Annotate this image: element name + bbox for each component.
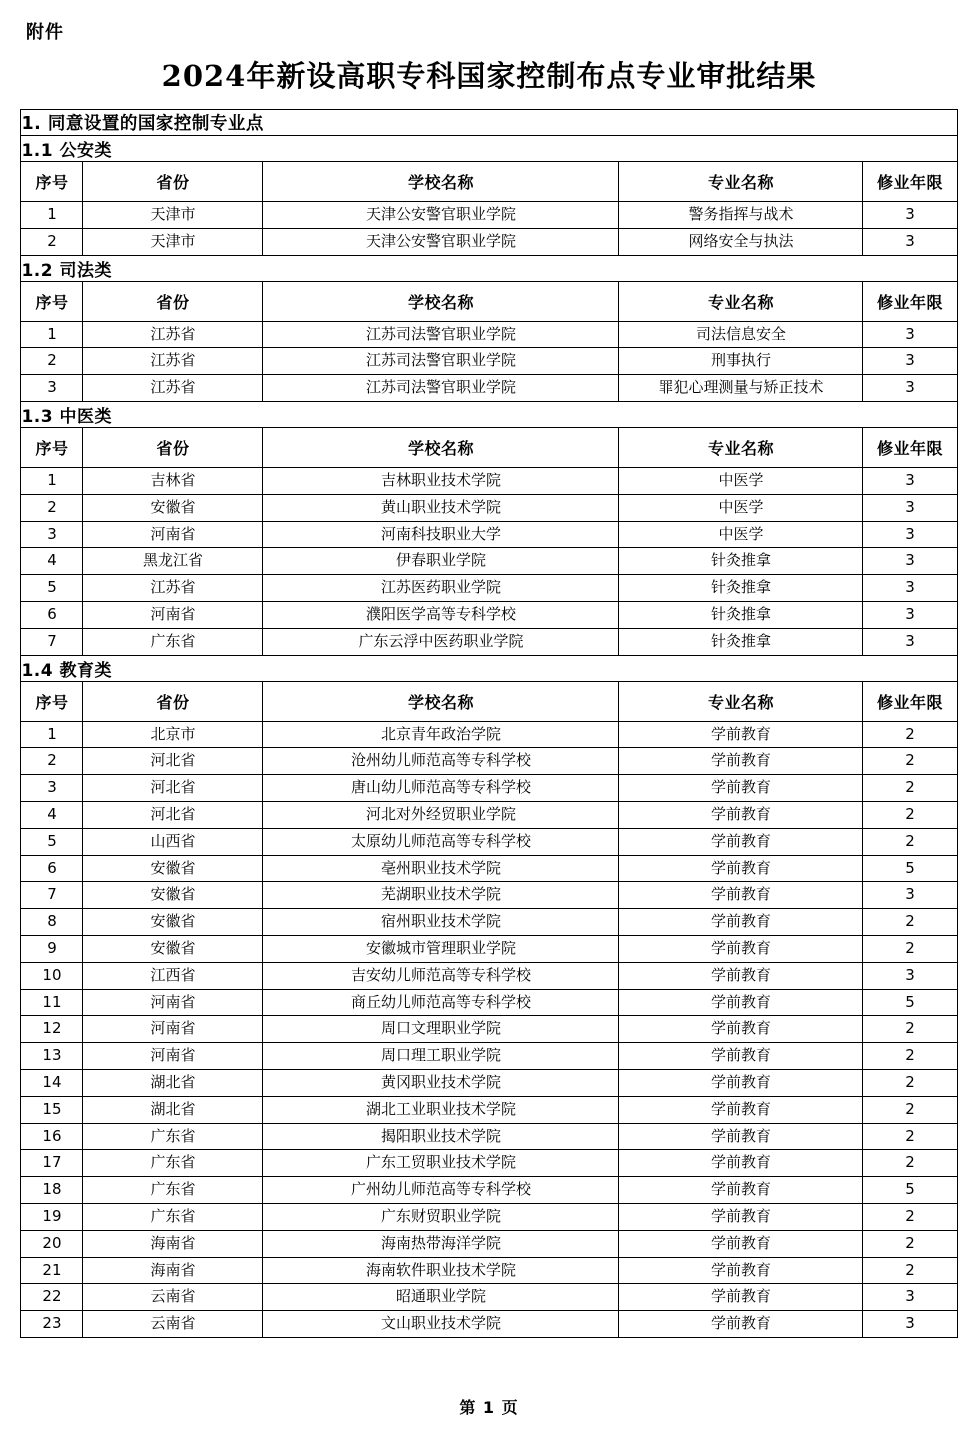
column-header-no: 序号 xyxy=(21,681,83,721)
cell-no: 18 xyxy=(21,1177,83,1204)
cell-no: 11 xyxy=(21,989,83,1016)
cell-school: 周口理工职业学院 xyxy=(263,1043,619,1070)
cell-no: 2 xyxy=(21,348,83,375)
table-row xyxy=(21,321,957,348)
attachment-label: 附件 xyxy=(26,22,64,43)
section-heading-row xyxy=(21,110,957,136)
cell-years: 3 xyxy=(863,321,957,348)
cell-years: 2 xyxy=(863,1069,957,1096)
cell-major: 学前教育 xyxy=(619,775,863,802)
column-header-major: 专业名称 xyxy=(619,162,863,202)
table-row xyxy=(21,1311,957,1338)
cell-school: 江苏医药职业学院 xyxy=(263,575,619,602)
cell-major: 学前教育 xyxy=(619,1016,863,1043)
cell-school: 海南软件职业技术学院 xyxy=(263,1257,619,1284)
cell-major: 学前教育 xyxy=(619,1177,863,1204)
cell-school: 广东财贸职业学院 xyxy=(263,1203,619,1230)
cell-no: 3 xyxy=(21,521,83,548)
cell-province: 海南省 xyxy=(83,1257,263,1284)
cell-no: 1 xyxy=(21,721,83,748)
cell-major: 罪犯心理测量与矫正技术 xyxy=(619,375,863,402)
cell-school: 广东工贸职业技术学院 xyxy=(263,1150,619,1177)
table-row xyxy=(21,1150,957,1177)
table-row xyxy=(21,989,957,1016)
cell-no: 14 xyxy=(21,1069,83,1096)
cell-no: 6 xyxy=(21,601,83,628)
table-row xyxy=(21,375,957,402)
column-header-province: 省份 xyxy=(83,281,263,321)
cell-province: 云南省 xyxy=(83,1284,263,1311)
cell-province: 广东省 xyxy=(83,628,263,655)
cell-years: 3 xyxy=(863,1311,957,1338)
cell-years: 3 xyxy=(863,628,957,655)
cell-major: 学前教育 xyxy=(619,1230,863,1257)
table-row xyxy=(21,1123,957,1150)
table-row xyxy=(21,1096,957,1123)
cell-school: 宿州职业技术学院 xyxy=(263,909,619,936)
cell-major: 学前教育 xyxy=(619,1150,863,1177)
cell-no: 13 xyxy=(21,1043,83,1070)
cell-no: 9 xyxy=(21,935,83,962)
cell-province: 河北省 xyxy=(83,775,263,802)
cell-no: 3 xyxy=(21,775,83,802)
table-body xyxy=(21,110,957,1338)
cell-school: 河南科技职业大学 xyxy=(263,521,619,548)
cell-years: 3 xyxy=(863,348,957,375)
cell-years: 3 xyxy=(863,601,957,628)
subsection-heading: 1.4 教育类 xyxy=(21,655,957,681)
cell-no: 7 xyxy=(21,882,83,909)
cell-years: 5 xyxy=(863,855,957,882)
table-row xyxy=(21,1284,957,1311)
cell-no: 22 xyxy=(21,1284,83,1311)
cell-major: 针灸推拿 xyxy=(619,575,863,602)
cell-province: 安徽省 xyxy=(83,909,263,936)
column-header-row xyxy=(21,281,957,321)
table-row xyxy=(21,202,957,229)
cell-no: 16 xyxy=(21,1123,83,1150)
cell-no: 20 xyxy=(21,1230,83,1257)
cell-years: 2 xyxy=(863,1123,957,1150)
column-header-years: 修业年限 xyxy=(863,681,957,721)
table-row xyxy=(21,228,957,255)
cell-province: 江苏省 xyxy=(83,575,263,602)
page-footer: 第 1 页 xyxy=(459,1398,519,1417)
column-header-years: 修业年限 xyxy=(863,427,957,467)
cell-school: 湖北工业职业技术学院 xyxy=(263,1096,619,1123)
column-header-province: 省份 xyxy=(83,162,263,202)
table-row xyxy=(21,1230,957,1257)
table-row xyxy=(21,1177,957,1204)
cell-years: 3 xyxy=(863,521,957,548)
cell-school: 广州幼儿师范高等专科学校 xyxy=(263,1177,619,1204)
cell-province: 北京市 xyxy=(83,721,263,748)
subsection-heading: 1.2 司法类 xyxy=(21,255,957,281)
cell-school: 亳州职业技术学院 xyxy=(263,855,619,882)
cell-no: 5 xyxy=(21,828,83,855)
cell-major: 学前教育 xyxy=(619,1203,863,1230)
table-row xyxy=(21,748,957,775)
table-row xyxy=(21,828,957,855)
cell-province: 安徽省 xyxy=(83,935,263,962)
cell-major: 司法信息安全 xyxy=(619,321,863,348)
cell-no: 15 xyxy=(21,1096,83,1123)
cell-school: 文山职业技术学院 xyxy=(263,1311,619,1338)
cell-years: 2 xyxy=(863,1096,957,1123)
cell-major: 学前教育 xyxy=(619,801,863,828)
column-header-school: 学校名称 xyxy=(263,162,619,202)
cell-no: 10 xyxy=(21,962,83,989)
cell-school: 吉安幼儿师范高等专科学校 xyxy=(263,962,619,989)
cell-school: 伊春职业学院 xyxy=(263,548,619,575)
table-row xyxy=(21,882,957,909)
cell-province: 江苏省 xyxy=(83,321,263,348)
cell-no: 4 xyxy=(21,801,83,828)
cell-province: 河南省 xyxy=(83,989,263,1016)
cell-years: 3 xyxy=(863,467,957,494)
cell-major: 学前教育 xyxy=(619,909,863,936)
cell-years: 2 xyxy=(863,828,957,855)
cell-school: 周口文理职业学院 xyxy=(263,1016,619,1043)
cell-major: 针灸推拿 xyxy=(619,548,863,575)
table-row xyxy=(21,1257,957,1284)
subsection-heading-row xyxy=(21,255,957,281)
table-row xyxy=(21,1016,957,1043)
cell-school: 商丘幼儿师范高等专科学校 xyxy=(263,989,619,1016)
cell-school: 北京青年政治学院 xyxy=(263,721,619,748)
cell-school: 昭通职业学院 xyxy=(263,1284,619,1311)
column-header-years: 修业年限 xyxy=(863,281,957,321)
cell-major: 学前教育 xyxy=(619,962,863,989)
cell-province: 江苏省 xyxy=(83,348,263,375)
cell-major: 中医学 xyxy=(619,467,863,494)
cell-years: 3 xyxy=(863,375,957,402)
column-header-major: 专业名称 xyxy=(619,281,863,321)
cell-major: 学前教育 xyxy=(619,935,863,962)
cell-no: 21 xyxy=(21,1257,83,1284)
cell-no: 1 xyxy=(21,467,83,494)
cell-years: 2 xyxy=(863,1150,957,1177)
subsection-heading-row xyxy=(21,136,957,162)
cell-province: 江苏省 xyxy=(83,375,263,402)
table-row xyxy=(21,909,957,936)
column-header-major: 专业名称 xyxy=(619,427,863,467)
cell-province: 安徽省 xyxy=(83,855,263,882)
cell-years: 5 xyxy=(863,1177,957,1204)
cell-years: 3 xyxy=(863,548,957,575)
table-row xyxy=(21,1069,957,1096)
column-header-years: 修业年限 xyxy=(863,162,957,202)
cell-no: 4 xyxy=(21,548,83,575)
column-header-school: 学校名称 xyxy=(263,427,619,467)
cell-school: 揭阳职业技术学院 xyxy=(263,1123,619,1150)
subsection-heading: 1.1 公安类 xyxy=(21,136,957,162)
table-row xyxy=(21,721,957,748)
cell-major: 中医学 xyxy=(619,521,863,548)
table-row xyxy=(21,1043,957,1070)
cell-school: 芜湖职业技术学院 xyxy=(263,882,619,909)
cell-school: 黄冈职业技术学院 xyxy=(263,1069,619,1096)
cell-no: 8 xyxy=(21,909,83,936)
cell-years: 2 xyxy=(863,775,957,802)
cell-no: 7 xyxy=(21,628,83,655)
column-header-row xyxy=(21,162,957,202)
cell-province: 湖北省 xyxy=(83,1069,263,1096)
cell-school: 黄山职业技术学院 xyxy=(263,494,619,521)
cell-province: 广东省 xyxy=(83,1150,263,1177)
cell-years: 2 xyxy=(863,748,957,775)
cell-no: 6 xyxy=(21,855,83,882)
cell-province: 河南省 xyxy=(83,1016,263,1043)
cell-no: 2 xyxy=(21,228,83,255)
cell-province: 广东省 xyxy=(83,1123,263,1150)
cell-major: 学前教育 xyxy=(619,828,863,855)
column-header-row xyxy=(21,427,957,467)
cell-years: 3 xyxy=(863,882,957,909)
column-header-school: 学校名称 xyxy=(263,681,619,721)
cell-no: 12 xyxy=(21,1016,83,1043)
cell-no: 23 xyxy=(21,1311,83,1338)
cell-province: 广东省 xyxy=(83,1203,263,1230)
cell-major: 学前教育 xyxy=(619,989,863,1016)
cell-major: 学前教育 xyxy=(619,1284,863,1311)
cell-province: 山西省 xyxy=(83,828,263,855)
cell-province: 河南省 xyxy=(83,1043,263,1070)
cell-province: 河北省 xyxy=(83,801,263,828)
section-heading: 1. 同意设置的国家控制专业点 xyxy=(21,110,957,136)
table-row xyxy=(21,962,957,989)
cell-years: 2 xyxy=(863,1043,957,1070)
table-row xyxy=(21,855,957,882)
table-row xyxy=(21,935,957,962)
cell-school: 江苏司法警官职业学院 xyxy=(263,375,619,402)
table-row xyxy=(21,1203,957,1230)
cell-province: 海南省 xyxy=(83,1230,263,1257)
cell-major: 针灸推拿 xyxy=(619,601,863,628)
cell-school: 沧州幼儿师范高等专科学校 xyxy=(263,748,619,775)
cell-school: 唐山幼儿师范高等专科学校 xyxy=(263,775,619,802)
cell-years: 3 xyxy=(863,202,957,229)
cell-school: 海南热带海洋学院 xyxy=(263,1230,619,1257)
cell-no: 2 xyxy=(21,494,83,521)
cell-province: 湖北省 xyxy=(83,1096,263,1123)
cell-no: 1 xyxy=(21,202,83,229)
cell-major: 学前教育 xyxy=(619,1043,863,1070)
cell-province: 云南省 xyxy=(83,1311,263,1338)
table-row xyxy=(21,348,957,375)
column-header-row xyxy=(21,681,957,721)
cell-major: 学前教育 xyxy=(619,1069,863,1096)
cell-province: 安徽省 xyxy=(83,494,263,521)
cell-province: 河北省 xyxy=(83,748,263,775)
cell-no: 19 xyxy=(21,1203,83,1230)
subsection-heading-row xyxy=(21,655,957,681)
cell-major: 学前教育 xyxy=(619,882,863,909)
column-header-province: 省份 xyxy=(83,681,263,721)
table-row xyxy=(21,575,957,602)
cell-years: 2 xyxy=(863,1230,957,1257)
cell-major: 学前教育 xyxy=(619,1123,863,1150)
cell-no: 2 xyxy=(21,748,83,775)
column-header-no: 序号 xyxy=(21,281,83,321)
cell-province: 江西省 xyxy=(83,962,263,989)
cell-years: 2 xyxy=(863,801,957,828)
cell-school: 江苏司法警官职业学院 xyxy=(263,321,619,348)
cell-major: 学前教育 xyxy=(619,1257,863,1284)
cell-no: 5 xyxy=(21,575,83,602)
cell-years: 2 xyxy=(863,1016,957,1043)
cell-major: 刑事执行 xyxy=(619,348,863,375)
cell-province: 天津市 xyxy=(83,202,263,229)
cell-province: 黑龙江省 xyxy=(83,548,263,575)
table-row xyxy=(21,628,957,655)
cell-major: 警务指挥与战术 xyxy=(619,202,863,229)
table-row xyxy=(21,601,957,628)
column-header-school: 学校名称 xyxy=(263,281,619,321)
table-row xyxy=(21,521,957,548)
cell-school: 广东云浮中医药职业学院 xyxy=(263,628,619,655)
cell-major: 中医学 xyxy=(619,494,863,521)
cell-major: 针灸推拿 xyxy=(619,628,863,655)
cell-years: 2 xyxy=(863,721,957,748)
table-row xyxy=(21,801,957,828)
column-header-no: 序号 xyxy=(21,162,83,202)
cell-major: 学前教育 xyxy=(619,855,863,882)
cell-years: 2 xyxy=(863,1203,957,1230)
cell-years: 2 xyxy=(863,1257,957,1284)
cell-years: 3 xyxy=(863,962,957,989)
subsection-heading-row xyxy=(21,401,957,427)
cell-school: 太原幼儿师范高等专科学校 xyxy=(263,828,619,855)
cell-province: 广东省 xyxy=(83,1177,263,1204)
table-row xyxy=(21,775,957,802)
cell-major: 学前教育 xyxy=(619,1096,863,1123)
subsection-heading: 1.3 中医类 xyxy=(21,401,957,427)
cell-school: 天津公安警官职业学院 xyxy=(263,228,619,255)
cell-years: 3 xyxy=(863,494,957,521)
cell-school: 吉林职业技术学院 xyxy=(263,467,619,494)
cell-no: 17 xyxy=(21,1150,83,1177)
cell-school: 安徽城市管理职业学院 xyxy=(263,935,619,962)
table-row xyxy=(21,548,957,575)
cell-school: 江苏司法警官职业学院 xyxy=(263,348,619,375)
table-row xyxy=(21,494,957,521)
approval-results-table xyxy=(20,109,957,1338)
cell-major: 学前教育 xyxy=(619,721,863,748)
cell-province: 天津市 xyxy=(83,228,263,255)
column-header-no: 序号 xyxy=(21,427,83,467)
column-header-major: 专业名称 xyxy=(619,681,863,721)
column-header-province: 省份 xyxy=(83,427,263,467)
cell-school: 天津公安警官职业学院 xyxy=(263,202,619,229)
cell-province: 吉林省 xyxy=(83,467,263,494)
cell-years: 3 xyxy=(863,1284,957,1311)
cell-major: 学前教育 xyxy=(619,748,863,775)
cell-years: 2 xyxy=(863,935,957,962)
table-row xyxy=(21,467,957,494)
cell-no: 3 xyxy=(21,375,83,402)
cell-no: 1 xyxy=(21,321,83,348)
cell-years: 3 xyxy=(863,575,957,602)
cell-school: 濮阳医学高等专科学校 xyxy=(263,601,619,628)
cell-province: 河南省 xyxy=(83,601,263,628)
cell-major: 网络安全与执法 xyxy=(619,228,863,255)
cell-years: 5 xyxy=(863,989,957,1016)
cell-years: 3 xyxy=(863,228,957,255)
cell-years: 2 xyxy=(863,909,957,936)
cell-province: 河南省 xyxy=(83,521,263,548)
cell-province: 安徽省 xyxy=(83,882,263,909)
cell-school: 河北对外经贸职业学院 xyxy=(263,801,619,828)
page-title: 2024年新设高职专科国家控制布点专业审批结果 xyxy=(161,59,817,93)
cell-major: 学前教育 xyxy=(619,1311,863,1338)
